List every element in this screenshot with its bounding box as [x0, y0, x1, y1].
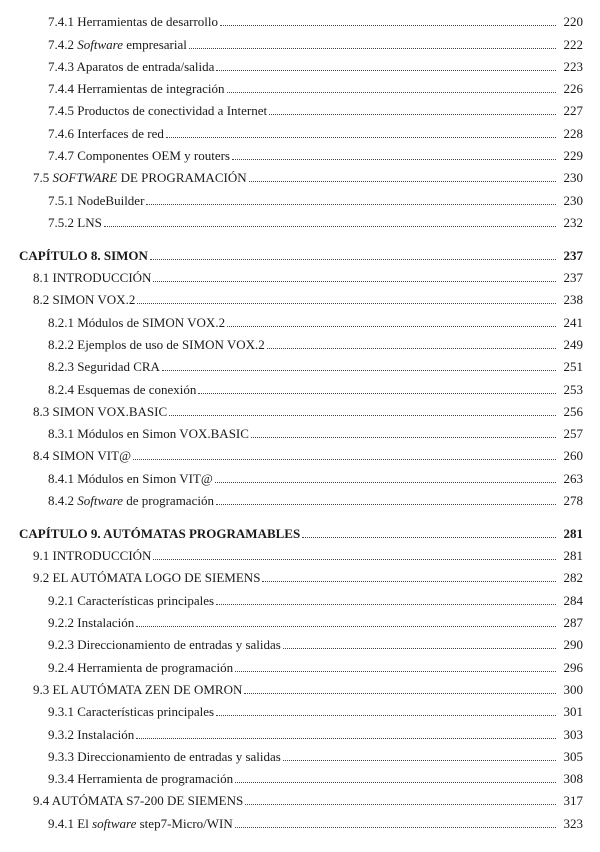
toc-entry-title [48, 616, 134, 630]
toc-entry-page-number: 303 [563, 726, 583, 742]
toc-entry [0, 652, 600, 674]
toc-entry-title [48, 194, 144, 208]
dot-leader [136, 737, 556, 739]
dot-leader [215, 481, 556, 483]
dot-leader [227, 91, 556, 93]
dot-leader [235, 781, 556, 783]
toc-entry-title [48, 216, 102, 230]
toc-entry-title [48, 750, 281, 764]
toc-entry [0, 697, 600, 719]
toc-entry [0, 742, 600, 764]
toc-entry-title [33, 683, 242, 697]
toc-entry [0, 185, 600, 207]
toc-entry-page-number: 282 [563, 570, 583, 586]
toc-entry-page-number: 323 [563, 815, 583, 831]
toc-entry [0, 330, 600, 352]
toc-entry [0, 630, 600, 652]
toc-entry [0, 441, 600, 463]
toc-entry [0, 208, 600, 230]
toc-entry-title-part: 8.2.2 Ejemplos de uso de SIMON VOX.2 [48, 336, 265, 352]
toc-entry-title [33, 171, 247, 185]
toc-entry-title-part: 8.3 SIMON VOX.BASIC [33, 403, 168, 419]
dot-leader [227, 325, 556, 327]
toc-entry-page-number: 278 [563, 493, 583, 509]
dot-leader [169, 414, 556, 416]
toc-entry-page-number: 237 [563, 270, 583, 286]
toc-entry [0, 352, 600, 374]
toc-entry-title-part: 7.4.7 Componentes OEM y routers [48, 148, 230, 164]
dot-leader [283, 647, 556, 649]
toc-entry-title [33, 271, 151, 285]
toc-entry-title-part: 7.4.4 Herramientas de integración [48, 81, 225, 97]
toc-entry [0, 541, 600, 563]
toc-entry-title [48, 705, 214, 719]
dot-leader [216, 69, 556, 71]
toc-entry [0, 74, 600, 96]
toc-entry-title [48, 383, 196, 397]
dot-leader [249, 180, 556, 182]
toc-entry-title-part: 9.1 INTRODUCCIÓN [33, 548, 152, 564]
dot-leader [216, 603, 556, 605]
toc-entry-title-part: 9.2.3 Direccionamiento de entradas y salidas [48, 637, 281, 653]
toc-entry-title [48, 82, 225, 96]
dot-leader [269, 113, 556, 115]
dot-leader [302, 536, 556, 538]
toc-entry-title-part: 8.4.1 Módulos en Simon VIT@ [48, 470, 213, 486]
toc-entry [0, 463, 600, 485]
dot-leader [235, 670, 556, 672]
toc-entry-page-number: 301 [563, 704, 583, 720]
toc-entry-title-part: 8.3.1 Módulos en Simon VOX.BASIC [48, 426, 249, 442]
toc-entry-page-number: 300 [563, 681, 583, 697]
dot-leader [137, 302, 556, 304]
toc-entry-title [48, 728, 134, 742]
toc-entry [0, 52, 600, 74]
toc-chapter-entry [0, 240, 600, 262]
toc-entry [0, 808, 600, 830]
dot-leader [153, 558, 556, 560]
dot-leader [251, 436, 556, 438]
toc-entry-title-part: step7-Micro/WIN [136, 815, 233, 831]
toc-entry [0, 585, 600, 607]
toc-entry [0, 486, 600, 508]
dot-leader [198, 392, 556, 394]
toc-entry-page-number: 290 [563, 637, 583, 653]
toc-entry-title [48, 127, 164, 141]
dot-leader [153, 280, 556, 282]
toc-entry-title [33, 449, 131, 463]
toc-entry-title-part: 7.5.1 NodeBuilder [48, 192, 145, 208]
toc-entry-page-number: 223 [563, 58, 583, 74]
toc-entry-title-part: CAPÍTULO 9. AUTÓMATAS PROGRAMABLES [19, 525, 301, 541]
toc-entry-title-part: 7.5 [33, 170, 53, 186]
toc-entry-page-number: 281 [563, 548, 583, 564]
toc-entry-page-number: 230 [563, 170, 583, 186]
toc-entry [0, 675, 600, 697]
toc-entry-title [48, 338, 265, 352]
toc-entry-title-part: 7.5.2 LNS [48, 214, 102, 230]
toc-entry-title-part: SOFTWARE [52, 170, 118, 186]
toc-entry-title-part: 9.3.1 Características principales [48, 704, 215, 720]
toc-entry-page-number: 249 [563, 336, 583, 352]
toc-entry-title-part: 9.3.3 Direccionamiento de entradas y salidas [48, 748, 281, 764]
toc-entry [0, 608, 600, 630]
toc-entry-page-number: 260 [563, 448, 583, 464]
toc-entry-page-number: 281 [563, 525, 583, 541]
dot-leader [262, 580, 556, 582]
toc-entry [0, 285, 600, 307]
toc-entry-page-number: 222 [563, 36, 583, 52]
toc-entry [0, 786, 600, 808]
dot-leader [232, 158, 556, 160]
toc-entry-title-part: 7.4.6 Interfaces de red [48, 125, 164, 141]
toc-entry-title [48, 494, 214, 508]
toc-entry-title-part: 8.2 SIMON VOX.2 [33, 292, 136, 308]
toc-entry-title-part: 9.4 AUTÓMATA S7-200 DE SIEMENS [33, 793, 244, 809]
toc-entry-title-part: 9.3.2 Instalación [48, 726, 135, 742]
toc-entry-page-number: 317 [563, 793, 583, 809]
toc-entry [0, 7, 600, 29]
toc-entry-title-part: CAPÍTULO 8. SIMON [19, 247, 148, 263]
table-of-contents [0, 7, 600, 831]
toc-entry-page-number: 220 [563, 14, 583, 30]
toc-entry-page-number: 253 [563, 381, 583, 397]
toc-entry-title-part: de programación [123, 493, 214, 509]
toc-entry-title-part: 8.4.2 [48, 493, 78, 509]
toc-entry [0, 397, 600, 419]
toc-entry-title-part: Software [77, 36, 123, 52]
toc-entry-page-number: 238 [563, 292, 583, 308]
toc-entry-title-part: 9.2.4 Herramienta de programación [48, 659, 234, 675]
toc-entry-title-part: 9.2 EL AUTÓMATA LOGO DE SIEMENS [33, 570, 261, 586]
toc-entry-page-number: 232 [563, 214, 583, 230]
toc-entry-title-part: 9.4.1 El [48, 815, 93, 831]
toc-entry-title [33, 549, 151, 563]
toc-entry [0, 374, 600, 396]
toc-entry-title-part: 7.4.5 Productos de conectividad a Internet [48, 103, 268, 119]
dot-leader [235, 826, 556, 828]
toc-entry-title [48, 427, 249, 441]
toc-entry-page-number: 296 [563, 659, 583, 675]
toc-entry [0, 764, 600, 786]
toc-entry-title [48, 638, 281, 652]
dot-leader [267, 347, 556, 349]
toc-entry-title-part: 8.1 INTRODUCCIÓN [33, 270, 152, 286]
toc-entry-title [48, 772, 233, 786]
toc-entry-page-number: 241 [563, 314, 583, 330]
dot-leader [244, 692, 556, 694]
toc-entry-page-number: 284 [563, 592, 583, 608]
toc-entry-title [19, 527, 300, 541]
toc-entry-page-number: 308 [563, 771, 583, 787]
dot-leader [146, 203, 556, 205]
toc-entry-title [48, 472, 213, 486]
toc-entry-page-number: 227 [563, 103, 583, 119]
dot-leader [189, 47, 556, 49]
toc-entry-title [48, 817, 233, 831]
toc-entry-title [33, 794, 243, 808]
dot-leader [136, 625, 556, 627]
toc-entry-title-part: empresarial [123, 36, 187, 52]
toc-entry-title-part: 9.3.4 Herramienta de programación [48, 771, 234, 787]
toc-entry-title-part: 8.2.4 Esquemas de conexión [48, 381, 197, 397]
toc-entry-title-part: DE PROGRAMACIÓN [117, 170, 247, 186]
toc-entry-title [48, 360, 160, 374]
toc-entry [0, 118, 600, 140]
toc-entry-title-part: 8.2.1 Módulos de SIMON VOX.2 [48, 314, 226, 330]
toc-entry-title-part: 8.4 SIMON VIT@ [33, 448, 132, 464]
toc-entry-title-part: Software [77, 493, 123, 509]
toc-entry-title [48, 38, 187, 52]
toc-entry [0, 419, 600, 441]
toc-chapter-entry [0, 519, 600, 541]
toc-entry-title-part: 7.4.1 Herramientas de desarrollo [48, 14, 219, 30]
toc-entry-title [19, 249, 148, 263]
toc-entry-title [48, 15, 218, 29]
dot-leader [216, 503, 556, 505]
toc-entry-page-number: 287 [563, 615, 583, 631]
dot-leader [133, 458, 556, 460]
dot-leader [150, 258, 556, 260]
dot-leader [166, 136, 556, 138]
toc-entry-title-part: 7.4.3 Aparatos de entrada/salida [48, 58, 215, 74]
toc-entry-title [48, 316, 225, 330]
toc-entry-title [33, 571, 260, 585]
toc-entry-page-number: 257 [563, 426, 583, 442]
dot-leader [245, 803, 556, 805]
toc-entry-page-number: 305 [563, 748, 583, 764]
toc-entry-title-part: 8.2.3 Seguridad CRA [48, 359, 160, 375]
dot-leader [162, 369, 556, 371]
toc-entry-title-part: 9.2.2 Instalación [48, 615, 135, 631]
toc-entry [0, 719, 600, 741]
toc-entry-page-number: 256 [563, 403, 583, 419]
toc-entry-page-number: 228 [563, 125, 583, 141]
toc-entry-page-number: 251 [563, 359, 583, 375]
toc-entry-page-number: 229 [563, 148, 583, 164]
toc-entry-title-part: software [92, 815, 137, 831]
toc-entry [0, 263, 600, 285]
toc-entry-page-number: 237 [563, 247, 583, 263]
toc-entry-title-part: 9.3 EL AUTÓMATA ZEN DE OMRON [33, 681, 243, 697]
dot-leader [283, 759, 556, 761]
toc-entry-page-number: 230 [563, 192, 583, 208]
toc-entry [0, 141, 600, 163]
toc-entry-title [48, 60, 214, 74]
dot-leader [104, 225, 556, 227]
toc-entry [0, 307, 600, 329]
toc-entry-title [33, 405, 167, 419]
toc-entry-title [48, 661, 233, 675]
toc-entry-title [48, 149, 230, 163]
toc-entry [0, 163, 600, 185]
toc-entry [0, 29, 600, 51]
dot-leader [220, 24, 556, 26]
toc-entry-page-number: 263 [563, 470, 583, 486]
toc-entry-title-part: 7.4.2 [48, 36, 78, 52]
toc-entry [0, 563, 600, 585]
toc-entry-page-number: 226 [563, 81, 583, 97]
toc-entry-title [48, 594, 214, 608]
toc-entry [0, 96, 600, 118]
toc-entry-title [33, 293, 135, 307]
toc-entry-title [48, 104, 267, 118]
dot-leader [216, 714, 556, 716]
toc-entry-title-part: 9.2.1 Características principales [48, 592, 215, 608]
